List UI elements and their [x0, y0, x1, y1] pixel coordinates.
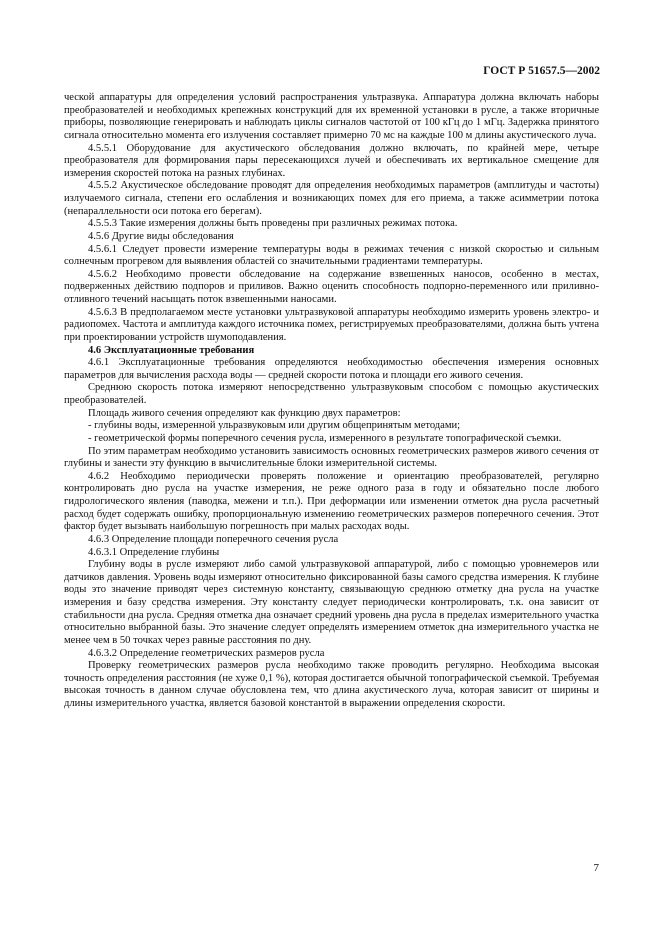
page-number: 7: [593, 862, 599, 874]
paragraph-geometry-check: Проверку геометрических размеров русла необходимо также проводить регулярно. Необходима высокая точность определения расстояния (не хуже 0,1 %), которая достигается обычной топографической съемкой. Требуемая высокая точность в данном случае обусловлена тем, что длина акустического луча, которая зависит от ширины и длины измерительного участка, является базовой константой в выражении определения скорости.: [64, 660, 599, 709]
list-item-geometry: - геометрической формы поперечного сечения русла, измеренного в результате топографической съемки.: [88, 432, 562, 444]
paragraph-dependency: По этим параметрам необходимо установить зависимость основных геометрических размеров живого сечения от глубины и занести эту функцию в вычислительные блоки измерительной системы.: [64, 445, 599, 470]
document-body: [64, 92, 599, 711]
section-heading-4-6-3-2: 4.6.3.2 Определение геометрических размеров русла: [88, 647, 325, 659]
paragraph-depth-measurement: Глубину воды в русле измеряют либо самой ультразвуковой аппаратурой, либо с помощью уровнемеров или датчиков давления. Уровень воды измеряют относительно фиксированной базы самого средства измерения. К глубине воды это значение приводят через системную константу, связывающую среднюю отметку дна русла на участке измерения и базу средства измерения. Эту константу следует периодически контролировать, т.к. она зависит от стабильности дна русла. Средняя отметка дна означает средний уровень дна русла в пределах измерительного участка относительно выбранной базы. Это значение следует определять измерением отметок дна измерительного участка не менее чем в 50 точках через равные расстояния по дну.: [64, 559, 599, 646]
list-item-depth: - глубины воды, измеренной ульразвуковым или другим общепринятым методами;: [88, 420, 461, 432]
paragraph-area-definition: Площадь живого сечения определяют как функцию двух параметров:: [88, 407, 401, 419]
section-heading-4-5-6: 4.5.6 Другие виды обследования: [88, 230, 234, 242]
section-heading-4-6: 4.6 Эксплуатационные требования: [88, 344, 255, 356]
section-heading-4-6-3: 4.6.3 Определение площади поперечного сечения русла: [88, 533, 339, 545]
paragraph-4-5-6-3: 4.5.6.3 В предполагаемом месте установки ультразвуковой аппаратуры необходимо измерить уровень электро- и радиопомех. Частота и амплитуда каждого источника помех, регистрируемых преобразователями, должна быть учтена при проектировании устройств шумоподавления.: [64, 306, 599, 343]
paragraph-4-5-5-1: 4.5.5.1 Оборудование для акустического обследования должно включать, по крайней мере, четыре преобразователя для формирования пары пересекающихся лучей и обеспечивать их вертикальное смещение для измерения скоростей потока на разных глубинах.: [64, 142, 599, 179]
paragraph-continuation: ческой аппаратуры для определения условий распространения ультразвука. Аппаратура должна включать наборы преобразователей и необходимых крепежных конструкций для их временной установки в русле, а также вторичные приборы, позволяющие генерировать и наблюдать циклы сигналов частотой от 100 кГц до 1 мГц. Задержка принятого сигнала относительно момента его излучения составляет примерно 70 мс на каждые 100 м длины акустического луча.: [64, 92, 599, 141]
paragraph-mean-velocity: Среднюю скорость потока измеряют непосредственно ультразвуковым способом с помощью акустических преобразователей.: [64, 382, 599, 406]
paragraph-4-5-5-2: 4.5.5.2 Акустическое обследование проводят для определения необходимых параметров (амплитуды и частоты) излучаемого сигнала, степени его ослабления и возникающих помех для его приема, а также асимметрии потока (непараллельности оси потока его берегам).: [64, 180, 599, 217]
section-heading-4-6-3-1: 4.6.3.1 Определение глубины: [88, 546, 220, 558]
paragraph-4-5-6-1: 4.5.6.1 Следует провести измерение температуры воды в режимах течения с низкой скоростью и сильным солнечным прогревом для выявления областей со значительными градиентами температуры.: [64, 243, 599, 268]
paragraph-4-5-6-2: 4.5.6.2 Необходимо провести обследование на содержание взвешенных наносов, особенно в местах, подверженных действию подпоров и приливов. Важно оценить способность подпорно-переменного или приливно-отливного течений насыщать поток взвешенными наносами.: [64, 268, 599, 305]
paragraph-4-6-2: 4.6.2 Необходимо периодически проверять положение и ориентацию преобразователей, регулярно контролировать дно русла на участке измерения, не реже одного раза в году и обязательно после любого гидрологического явления (паводка, межени и т.п.). При деформации или изменении отметок дна русла расчетный расход будет содержать ошибку, пропорциональную изменению геометрических размеров поперечного сечения. Этот фактор будет вызывать наибольшую погрешность при малых расходах воды.: [64, 470, 599, 533]
document-header: ГОСТ Р 51657.5—2002: [483, 65, 600, 77]
paragraph-4-6-1: 4.6.1 Эксплуатационные требования определяются необходимостью обеспечения измерения основных параметров для вычисления расхода воды — средней скорости потока и площади его живого сечения.: [64, 357, 599, 381]
paragraph-4-5-5-3: 4.5.5.3 Такие измерения должны быть проведены при различных режимах потока.: [88, 218, 458, 230]
